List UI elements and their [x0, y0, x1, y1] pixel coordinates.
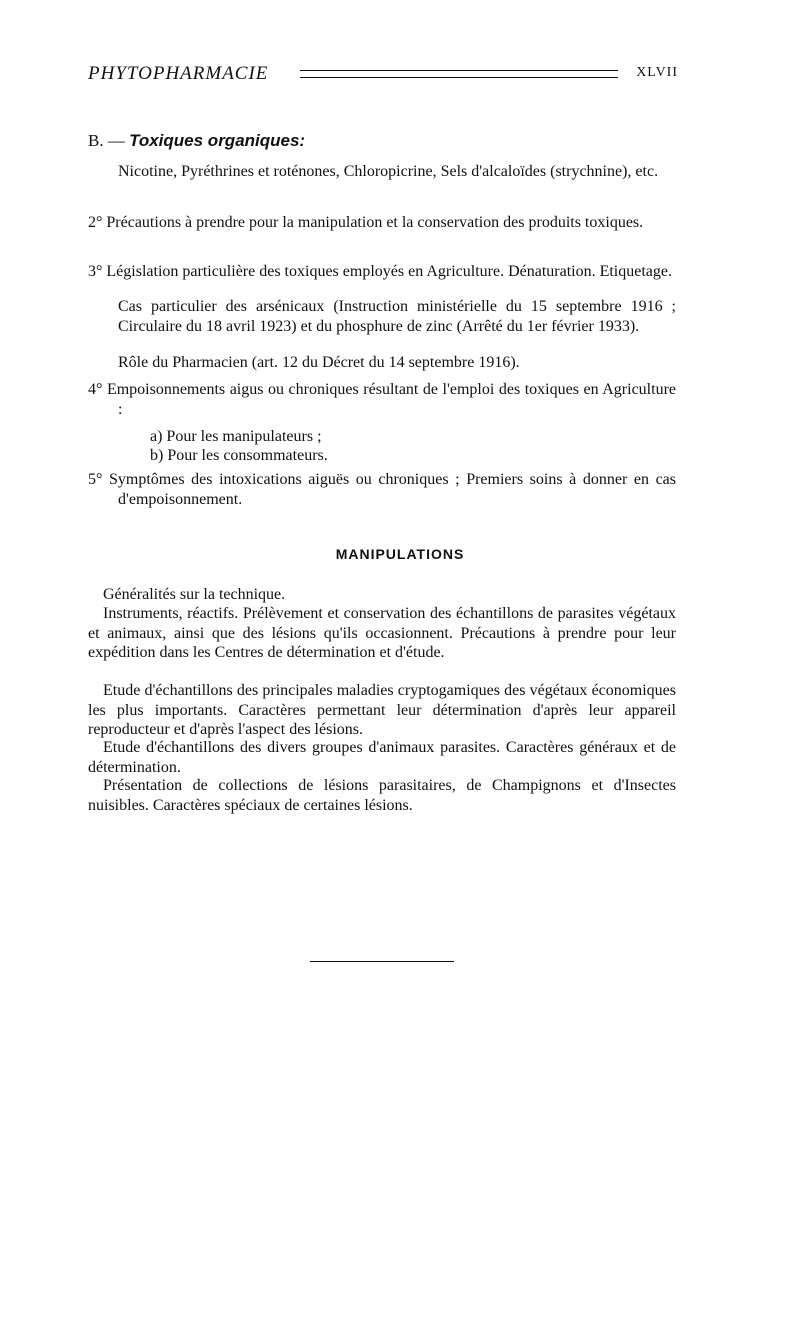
list-item-2: 2° Précautions à prendre pour la manipulation et la conservation des produits toxiques.	[88, 214, 644, 231]
end-rule	[310, 961, 454, 962]
page-header	[88, 63, 678, 93]
section-letter: B. —	[88, 131, 125, 150]
section-b-text: Nicotine, Pyréthrines et roténones, Chloropicrine, Sels d'alcaloïdes (strychnine), etc.	[118, 163, 659, 180]
list-item-3: 3° Législation particulière des toxiques employés en Agriculture. Dénaturation. Etiquetage.	[88, 263, 672, 280]
header-double-rule	[300, 70, 618, 78]
manipulations-paragraph: Etude d'échantillons des divers groupes d'animaux parasites. Caractères généraux et de détermination.	[88, 739, 676, 776]
list-item-5: 5° Symptômes des intoxications aiguës ou chroniques ; Premiers soins à donner en cas d'empoisonnement.	[88, 471, 676, 508]
section-heading	[88, 131, 678, 151]
manipulations-paragraph: Instruments, réactifs. Prélèvement et conservation des échantillons de parasites végétaux et animaux, ainsi que des lésions qu'ils occasionnent. Précautions à prendre pour leur expédition dans les Centres de détermination et d'étude.	[88, 605, 676, 661]
item-3-role-pharmacien: Rôle du Pharmacien (art. 12 du Décret du 14 septembre 1916).	[118, 354, 520, 371]
manipulations-heading: MANIPULATIONS	[335, 546, 465, 562]
list-item-4-b: b) Pour les consommateurs.	[150, 447, 328, 464]
manipulations-paragraph: Généralités sur la technique.	[103, 586, 286, 603]
list-item-4: 4° Empoisonnements aigus ou chroniques résultant de l'emploi des toxiques en Agriculture :	[88, 381, 676, 418]
running-title: PHYTOPHARMACIE	[88, 63, 269, 84]
manipulations-paragraph: Présentation de collections de lésions parasitaires, de Champignons et d'Insectes nuisibles. Caractères spéciaux de certaines lésions.	[88, 777, 676, 814]
manipulations-paragraph: Etude d'échantillons des principales maladies cryptogamiques des végétaux économiques les plus importants. Caractères permettant leur détermination d'après leur appareil reproducteur et d'après l'aspect des lésions.	[88, 682, 676, 738]
section-title: Toxiques organiques:	[129, 131, 306, 150]
item-3-cas-particulier: Cas particulier des arsénicaux (Instruction ministérielle du 15 septembre 1916 ; Circulaire du 18 avril 1923) et du phosphure de zinc (Arrêté du 1er février 1933).	[118, 298, 676, 335]
list-item-4-a: a) Pour les manipulateurs ;	[150, 428, 322, 445]
page-number: XLVII	[636, 65, 678, 80]
